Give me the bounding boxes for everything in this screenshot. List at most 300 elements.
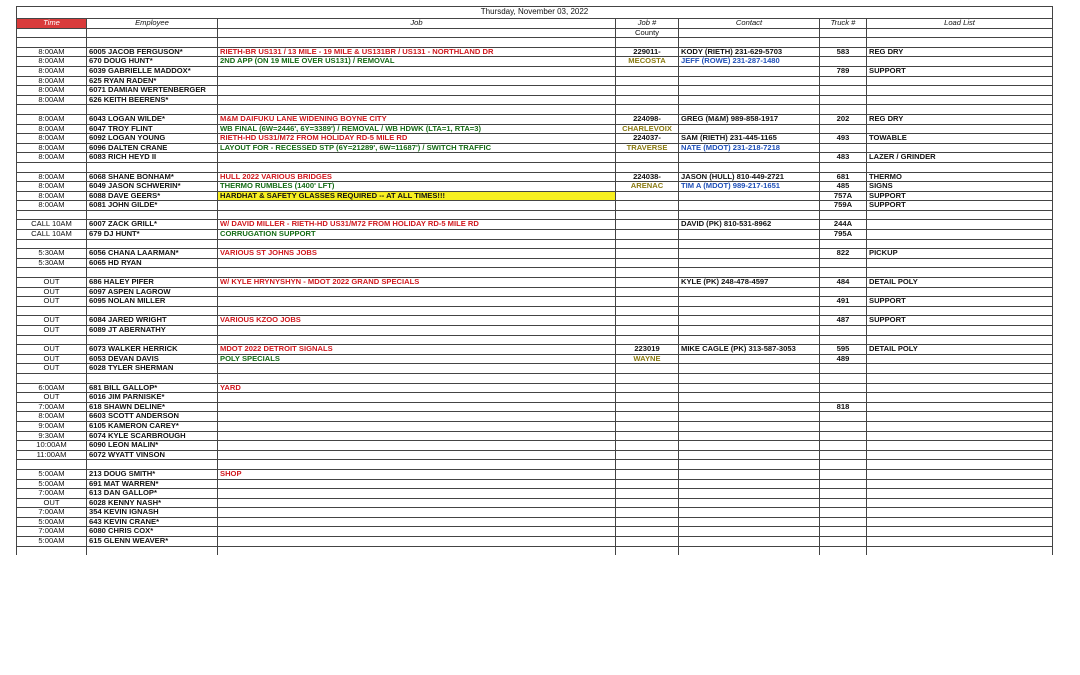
table-row bbox=[17, 57, 1053, 67]
job-cell: W/ KYLE HRYNYSHYN - MDOT 2022 GRAND SPECIALS bbox=[218, 278, 616, 288]
truck-cell bbox=[820, 527, 867, 537]
job-cell: LAYOUT FOR - RECESSED STP (6Y=21289', 6W=11687') / SWITCH TRAFFIC bbox=[218, 143, 616, 153]
contact-cell: TIM A (MDOT) 989-217-1651 bbox=[679, 182, 820, 192]
load-list-cell bbox=[867, 517, 1053, 527]
truck-cell bbox=[820, 239, 867, 249]
load-list-cell bbox=[867, 76, 1053, 86]
table-row bbox=[17, 450, 1053, 460]
jobnum-cell bbox=[616, 421, 679, 431]
employee-cell: 6088 DAVE GEERS* bbox=[87, 191, 218, 201]
contact-cell bbox=[679, 191, 820, 201]
jobnum-cell bbox=[616, 373, 679, 383]
truck-cell bbox=[820, 489, 867, 499]
job-cell: W/ DAVID MILLER - RIETH-HD US31/M72 FROM HOLIDAY RD-5 MILE RD bbox=[218, 220, 616, 230]
load-list-cell: SIGNS bbox=[867, 182, 1053, 192]
contact-cell bbox=[679, 460, 820, 470]
job-cell bbox=[218, 441, 616, 451]
truck-cell bbox=[820, 421, 867, 431]
truck-cell bbox=[820, 57, 867, 67]
table-row bbox=[17, 153, 1053, 163]
load-list-cell: SUPPORT bbox=[867, 201, 1053, 211]
truck-cell bbox=[820, 287, 867, 297]
job-cell bbox=[218, 201, 616, 211]
job-cell: THERMO RUMBLES (1400' LFT) bbox=[218, 182, 616, 192]
job-cell bbox=[218, 537, 616, 547]
contact-cell bbox=[679, 393, 820, 403]
jobnum-cell bbox=[616, 546, 679, 555]
load-list-cell bbox=[867, 124, 1053, 134]
jobnum-cell bbox=[616, 278, 679, 288]
jobnum-cell bbox=[616, 364, 679, 374]
time-cell: OUT bbox=[17, 393, 87, 403]
table-row bbox=[17, 527, 1053, 537]
load-list-cell bbox=[867, 412, 1053, 422]
employee-cell: 686 HALEY PIFER bbox=[87, 278, 218, 288]
employee-cell: 6068 SHANE BONHAM* bbox=[87, 172, 218, 182]
table-row bbox=[17, 402, 1053, 412]
table-row bbox=[17, 172, 1053, 182]
job-cell: HULL 2022 VARIOUS BRIDGES bbox=[218, 172, 616, 182]
employee-cell: 679 DJ HUNT* bbox=[87, 230, 218, 240]
time-cell: CALL 10AM bbox=[17, 220, 87, 230]
load-list-cell: DETAIL POLY bbox=[867, 345, 1053, 355]
load-list-cell: LAZER / GRINDER bbox=[867, 153, 1053, 163]
load-list-cell bbox=[867, 268, 1053, 278]
time-cell: OUT bbox=[17, 326, 87, 336]
employee-cell: 6005 JACOB FERGUSON* bbox=[87, 47, 218, 57]
truck-cell bbox=[820, 546, 867, 555]
contact-cell bbox=[679, 517, 820, 527]
jobnum-cell bbox=[616, 489, 679, 499]
job-cell bbox=[218, 527, 616, 537]
job-cell: POLY SPECIALS bbox=[218, 354, 616, 364]
truck-cell bbox=[820, 469, 867, 479]
spacer-row bbox=[17, 38, 1053, 48]
job-cell: VARIOUS KZOO JOBS bbox=[218, 316, 616, 326]
truck-cell bbox=[820, 143, 867, 153]
time-cell: 11:00AM bbox=[17, 450, 87, 460]
jobnum-cell bbox=[616, 498, 679, 508]
contact-cell bbox=[679, 421, 820, 431]
jobnum-cell bbox=[616, 383, 679, 393]
truck-cell bbox=[820, 537, 867, 547]
job-cell: SHOP bbox=[218, 469, 616, 479]
truck-cell: 484 bbox=[820, 278, 867, 288]
load-list-cell bbox=[867, 230, 1053, 240]
time-cell: 8:00AM bbox=[17, 191, 87, 201]
jobnum-cell bbox=[616, 517, 679, 527]
time-cell: OUT bbox=[17, 364, 87, 374]
job-cell bbox=[218, 258, 616, 268]
time-cell bbox=[17, 546, 87, 555]
header-spacer bbox=[867, 28, 1053, 38]
load-list-cell bbox=[867, 335, 1053, 345]
jobnum-cell bbox=[616, 335, 679, 345]
jobnum-cell: MECOSTA bbox=[616, 57, 679, 67]
contact-cell bbox=[679, 210, 820, 220]
jobnum-cell bbox=[616, 460, 679, 470]
employee-cell bbox=[87, 460, 218, 470]
job-cell bbox=[218, 326, 616, 336]
employee-cell: 6084 JARED WRIGHT bbox=[87, 316, 218, 326]
header-county: County bbox=[616, 28, 679, 38]
employee-cell: 6049 JASON SCHWERIN* bbox=[87, 182, 218, 192]
time-cell bbox=[17, 162, 87, 172]
contact-cell bbox=[679, 489, 820, 499]
table-row bbox=[17, 354, 1053, 364]
schedule-body bbox=[17, 38, 1053, 556]
jobnum-cell bbox=[616, 162, 679, 172]
jobnum-cell bbox=[616, 527, 679, 537]
spacer-row bbox=[17, 105, 1053, 115]
job-cell bbox=[218, 460, 616, 470]
job-cell bbox=[218, 489, 616, 499]
truck-cell: 818 bbox=[820, 402, 867, 412]
truck-cell bbox=[820, 268, 867, 278]
truck-cell bbox=[820, 393, 867, 403]
job-cell bbox=[218, 297, 616, 307]
time-cell: 8:00AM bbox=[17, 114, 87, 124]
employee-cell bbox=[87, 335, 218, 345]
jobnum-cell bbox=[616, 450, 679, 460]
job-cell bbox=[218, 546, 616, 555]
table-row bbox=[17, 47, 1053, 57]
time-cell: 6:00AM bbox=[17, 383, 87, 393]
load-list-cell: SUPPORT bbox=[867, 66, 1053, 76]
header-employee: Employee bbox=[87, 19, 218, 29]
schedule-sheet bbox=[16, 6, 1053, 555]
contact-cell bbox=[679, 124, 820, 134]
table-row bbox=[17, 114, 1053, 124]
contact-cell bbox=[679, 508, 820, 518]
contact-cell bbox=[679, 373, 820, 383]
employee-cell: 6095 NOLAN MILLER bbox=[87, 297, 218, 307]
load-list-cell bbox=[867, 537, 1053, 547]
job-cell bbox=[218, 153, 616, 163]
load-list-cell bbox=[867, 383, 1053, 393]
table-row bbox=[17, 421, 1053, 431]
load-list-cell bbox=[867, 258, 1053, 268]
employee-cell: 6090 LEON MALIN* bbox=[87, 441, 218, 451]
header-load-list: Load List bbox=[867, 19, 1053, 29]
jobnum-cell bbox=[616, 230, 679, 240]
jobnum-cell: WAYNE bbox=[616, 354, 679, 364]
contact-cell bbox=[679, 95, 820, 105]
employee-cell bbox=[87, 546, 218, 555]
table-row bbox=[17, 469, 1053, 479]
table-row bbox=[17, 86, 1053, 96]
job-cell bbox=[218, 335, 616, 345]
jobnum-cell: 224098- bbox=[616, 114, 679, 124]
truck-cell bbox=[820, 124, 867, 134]
job-cell bbox=[218, 268, 616, 278]
table-row bbox=[17, 76, 1053, 86]
contact-cell bbox=[679, 162, 820, 172]
truck-cell bbox=[820, 383, 867, 393]
jobnum-cell bbox=[616, 287, 679, 297]
table-row bbox=[17, 326, 1053, 336]
load-list-cell bbox=[867, 105, 1053, 115]
contact-cell bbox=[679, 479, 820, 489]
contact-cell bbox=[679, 38, 820, 48]
contact-cell: JEFF (ROWE) 231-287-1480 bbox=[679, 57, 820, 67]
time-cell: 5:00AM bbox=[17, 517, 87, 527]
time-cell: 8:00AM bbox=[17, 86, 87, 96]
truck-cell bbox=[820, 162, 867, 172]
truck-cell bbox=[820, 210, 867, 220]
truck-cell bbox=[820, 373, 867, 383]
job-cell bbox=[218, 162, 616, 172]
jobnum-cell bbox=[616, 412, 679, 422]
table-row bbox=[17, 517, 1053, 527]
employee-cell: 6047 TROY FLINT bbox=[87, 124, 218, 134]
time-cell: OUT bbox=[17, 345, 87, 355]
job-cell: 2ND APP (ON 19 MILE OVER US131) / REMOVAL bbox=[218, 57, 616, 67]
load-list-cell bbox=[867, 162, 1053, 172]
load-list-cell bbox=[867, 326, 1053, 336]
employee-cell bbox=[87, 373, 218, 383]
jobnum-cell: 223019 bbox=[616, 345, 679, 355]
header-job: Job bbox=[218, 19, 616, 29]
job-cell bbox=[218, 287, 616, 297]
load-list-cell bbox=[867, 479, 1053, 489]
time-cell: 8:00AM bbox=[17, 66, 87, 76]
job-cell: MDOT 2022 DETROIT SIGNALS bbox=[218, 345, 616, 355]
header-spacer bbox=[17, 28, 87, 38]
header-truck: Truck # bbox=[820, 19, 867, 29]
load-list-cell bbox=[867, 498, 1053, 508]
contact-cell bbox=[679, 335, 820, 345]
load-list-cell bbox=[867, 393, 1053, 403]
contact-cell bbox=[679, 469, 820, 479]
jobnum-cell bbox=[616, 508, 679, 518]
time-cell: OUT bbox=[17, 287, 87, 297]
employee-cell: 6081 JOHN GILDE* bbox=[87, 201, 218, 211]
table-row bbox=[17, 278, 1053, 288]
load-list-cell bbox=[867, 287, 1053, 297]
jobnum-cell: 224037- bbox=[616, 134, 679, 144]
table-row bbox=[17, 489, 1053, 499]
time-cell bbox=[17, 105, 87, 115]
load-list-cell bbox=[867, 364, 1053, 374]
time-cell: OUT bbox=[17, 278, 87, 288]
table-row bbox=[17, 258, 1053, 268]
contact-cell: KODY (RIETH) 231-629-5703 bbox=[679, 47, 820, 57]
jobnum-cell bbox=[616, 191, 679, 201]
contact-cell bbox=[679, 450, 820, 460]
load-list-cell bbox=[867, 469, 1053, 479]
load-list-cell bbox=[867, 143, 1053, 153]
truck-cell: 487 bbox=[820, 316, 867, 326]
jobnum-cell bbox=[616, 66, 679, 76]
contact-cell bbox=[679, 316, 820, 326]
job-cell bbox=[218, 86, 616, 96]
employee-cell: 6092 LOGAN YOUNG bbox=[87, 134, 218, 144]
jobnum-cell bbox=[616, 95, 679, 105]
contact-cell bbox=[679, 230, 820, 240]
employee-cell bbox=[87, 210, 218, 220]
employee-cell: 354 KEVIN IGNASH bbox=[87, 508, 218, 518]
contact-cell: GREG (M&M) 989-858-1917 bbox=[679, 114, 820, 124]
truck-cell: 757A bbox=[820, 191, 867, 201]
table-row bbox=[17, 124, 1053, 134]
time-cell bbox=[17, 373, 87, 383]
employee-cell: 213 DOUG SMITH* bbox=[87, 469, 218, 479]
employee-cell: 626 KEITH BEERENS* bbox=[87, 95, 218, 105]
job-cell: VARIOUS ST JOHNS JOBS bbox=[218, 249, 616, 259]
truck-cell: 681 bbox=[820, 172, 867, 182]
table-row bbox=[17, 537, 1053, 547]
job-cell bbox=[218, 105, 616, 115]
load-list-cell: PICKUP bbox=[867, 249, 1053, 259]
table-row bbox=[17, 66, 1053, 76]
load-list-cell bbox=[867, 508, 1053, 518]
jobnum-cell bbox=[616, 393, 679, 403]
load-list-cell bbox=[867, 354, 1053, 364]
employee-cell: 6065 HD RYAN bbox=[87, 258, 218, 268]
employee-cell bbox=[87, 162, 218, 172]
job-cell bbox=[218, 210, 616, 220]
jobnum-cell bbox=[616, 537, 679, 547]
employee-cell: 6028 KENNY NASH* bbox=[87, 498, 218, 508]
truck-cell: 491 bbox=[820, 297, 867, 307]
table-row bbox=[17, 134, 1053, 144]
time-cell: 8:00AM bbox=[17, 182, 87, 192]
jobnum-cell bbox=[616, 86, 679, 96]
time-cell bbox=[17, 268, 87, 278]
jobnum-cell bbox=[616, 441, 679, 451]
employee-cell: 6096 DALTEN CRANE bbox=[87, 143, 218, 153]
truck-cell: 244A bbox=[820, 220, 867, 230]
spacer-row bbox=[17, 373, 1053, 383]
jobnum-cell bbox=[616, 220, 679, 230]
contact-cell: NATE (MDOT) 231-218-7218 bbox=[679, 143, 820, 153]
load-list-cell bbox=[867, 421, 1053, 431]
truck-cell: 595 bbox=[820, 345, 867, 355]
contact-cell bbox=[679, 402, 820, 412]
contact-cell bbox=[679, 201, 820, 211]
contact-cell: SAM (RIETH) 231-445-1165 bbox=[679, 134, 820, 144]
time-cell bbox=[17, 210, 87, 220]
table-row bbox=[17, 143, 1053, 153]
truck-cell bbox=[820, 306, 867, 316]
truck-cell bbox=[820, 412, 867, 422]
load-list-cell: DETAIL POLY bbox=[867, 278, 1053, 288]
time-cell: 8:00AM bbox=[17, 172, 87, 182]
header-time: Time bbox=[17, 19, 87, 29]
employee-cell bbox=[87, 268, 218, 278]
load-list-cell: REG DRY bbox=[867, 114, 1053, 124]
jobnum-cell bbox=[616, 306, 679, 316]
job-cell: RIETH-HD US31/M72 FROM HOLIDAY RD-5 MILE RD bbox=[218, 134, 616, 144]
job-cell bbox=[218, 498, 616, 508]
employee-cell: 670 DOUG HUNT* bbox=[87, 57, 218, 67]
employee-cell: 6603 SCOTT ANDERSON bbox=[87, 412, 218, 422]
employee-cell: 6028 TYLER SHERMAN bbox=[87, 364, 218, 374]
jobnum-cell: 224038- bbox=[616, 172, 679, 182]
contact-cell bbox=[679, 354, 820, 364]
load-list-cell bbox=[867, 431, 1053, 441]
time-cell: 8:00AM bbox=[17, 153, 87, 163]
job-cell bbox=[218, 450, 616, 460]
time-cell: 7:00AM bbox=[17, 508, 87, 518]
truck-cell: 493 bbox=[820, 134, 867, 144]
contact-cell bbox=[679, 306, 820, 316]
spacer-row bbox=[17, 239, 1053, 249]
job-cell bbox=[218, 431, 616, 441]
table-row bbox=[17, 383, 1053, 393]
load-list-cell bbox=[867, 57, 1053, 67]
contact-cell bbox=[679, 546, 820, 555]
table-row bbox=[17, 479, 1053, 489]
jobnum-cell bbox=[616, 239, 679, 249]
time-cell: 7:00AM bbox=[17, 489, 87, 499]
spacer-row bbox=[17, 546, 1053, 555]
table-row bbox=[17, 287, 1053, 297]
employee-cell: 6043 LOGAN WILDE* bbox=[87, 114, 218, 124]
time-cell: 8:00AM bbox=[17, 143, 87, 153]
table-row bbox=[17, 316, 1053, 326]
employee-cell: 6089 JT ABERNATHY bbox=[87, 326, 218, 336]
truck-cell bbox=[820, 364, 867, 374]
jobnum-cell bbox=[616, 431, 679, 441]
load-list-cell: SUPPORT bbox=[867, 191, 1053, 201]
contact-cell: JASON (HULL) 810-449-2721 bbox=[679, 172, 820, 182]
header-jobnum: Job # bbox=[616, 19, 679, 29]
table-row bbox=[17, 498, 1053, 508]
employee-cell bbox=[87, 239, 218, 249]
load-list-cell bbox=[867, 38, 1053, 48]
truck-cell bbox=[820, 508, 867, 518]
job-cell bbox=[218, 38, 616, 48]
header-spacer bbox=[820, 28, 867, 38]
table-row bbox=[17, 249, 1053, 259]
job-cell bbox=[218, 517, 616, 527]
truck-cell bbox=[820, 105, 867, 115]
employee-cell: 6105 KAMERON CAREY* bbox=[87, 421, 218, 431]
jobnum-cell bbox=[616, 316, 679, 326]
time-cell: 8:00AM bbox=[17, 76, 87, 86]
truck-cell: 485 bbox=[820, 182, 867, 192]
employee-cell: 6097 ASPEN LAGROW bbox=[87, 287, 218, 297]
jobnum-cell bbox=[616, 153, 679, 163]
spacer-row bbox=[17, 335, 1053, 345]
employee-cell bbox=[87, 105, 218, 115]
truck-cell: 489 bbox=[820, 354, 867, 364]
load-list-cell: TOWABLE bbox=[867, 134, 1053, 144]
jobnum-cell bbox=[616, 249, 679, 259]
contact-cell bbox=[679, 326, 820, 336]
job-cell bbox=[218, 479, 616, 489]
employee-cell: 6016 JIM PARNISKE* bbox=[87, 393, 218, 403]
header-spacer bbox=[218, 28, 616, 38]
jobnum-cell: ARENAC bbox=[616, 182, 679, 192]
spacer-row bbox=[17, 268, 1053, 278]
truck-cell: 583 bbox=[820, 47, 867, 57]
truck-cell bbox=[820, 498, 867, 508]
table-row bbox=[17, 345, 1053, 355]
time-cell: 5:00AM bbox=[17, 469, 87, 479]
time-cell: 10:00AM bbox=[17, 441, 87, 451]
spacer-row bbox=[17, 210, 1053, 220]
truck-cell: 822 bbox=[820, 249, 867, 259]
contact-cell bbox=[679, 249, 820, 259]
time-cell: OUT bbox=[17, 297, 87, 307]
load-list-cell bbox=[867, 239, 1053, 249]
time-cell: 8:00AM bbox=[17, 201, 87, 211]
table-row bbox=[17, 220, 1053, 230]
job-cell bbox=[218, 373, 616, 383]
